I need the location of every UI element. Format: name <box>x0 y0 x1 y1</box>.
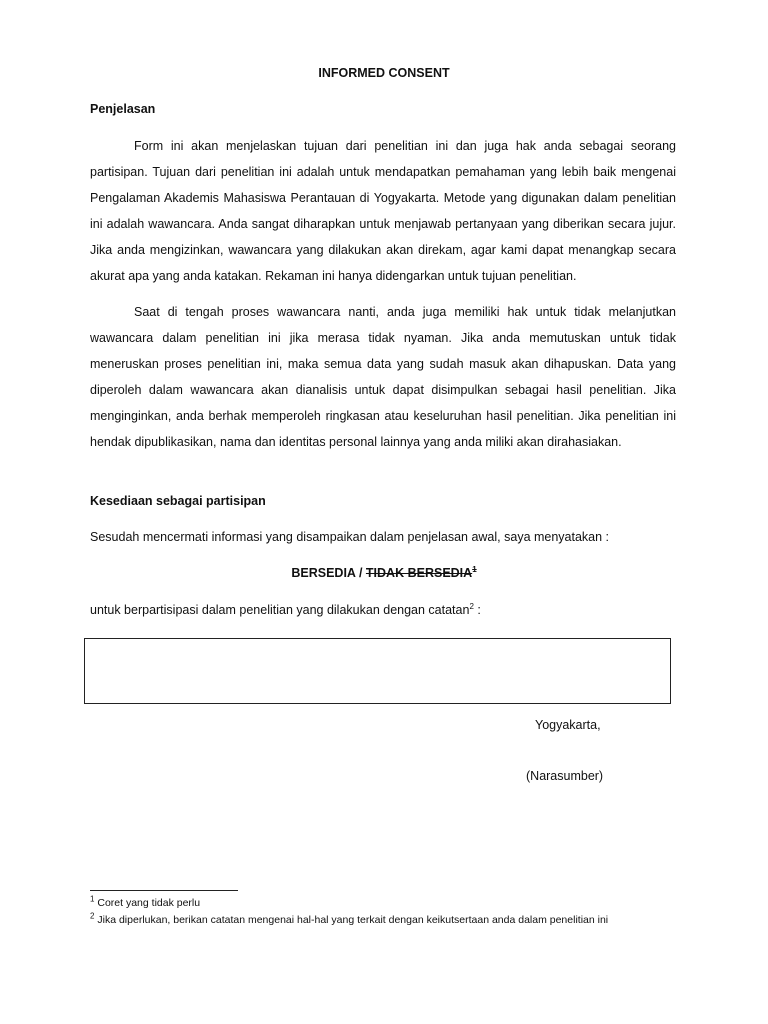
consent-choice <box>0 566 768 580</box>
participation-suffix: : <box>473 603 481 617</box>
footnote-ref-2: 2 <box>469 601 474 611</box>
choice-tidak-bersedia[interactable]: TIDAK BERSEDIA <box>365 566 473 580</box>
explanation-paragraph-1: Form ini akan menjelaskan tujuan dari penelitian ini dan juga hak anda sebagai seorang partisipan. Tujuan dari penelitian ini adalah untuk mendapatkan pemahaman yang lebih baik mengenai Pengalaman Akademis Mahasiswa Perantauan di Yogyakarta. Metode yang digunakan dalam penelitian ini adalah wawancara. Anda sangat diharapkan untuk menjawab pertanyaan yang diberikan secara jujur. Jika anda mengizinkan, wawancara yang dilakukan akan direkam, agar kami dapat menangkap secara akurat apa yang anda katakan. Rekaman ini hanya didengarkan untuk tujuan penelitian. <box>90 139 676 283</box>
notes-box[interactable] <box>84 638 671 704</box>
section-heading-kesediaan: Kesediaan sebagai partisipan <box>90 494 266 508</box>
signature-name: (Narasumber) <box>526 769 604 783</box>
footnote-2-number: 2 <box>90 911 95 921</box>
explanation-paragraph-2: Saat di tengah proses wawancara nanti, anda juga memiliki hak untuk tidak melanjutkan wawancara dalam penelitian ini jika merasa tidak nyaman. Jika anda memutuskan untuk tidak meneruskan proses penelitian ini, maka semua data yang sudah masuk akan dihapuskan. Data yang diperoleh dalam wawancara akan dianalisis untuk dapat disimpulkan sebagai hasil penelitian. Jika menginginkan, anda berhak memperoleh ringkasan atau keseluruhan hasil penelitian. Jika penelitian ini hendak dipublikasikan, nama dan identitas personal lainnya yang anda miliki akan dirahasiakan. <box>90 305 676 449</box>
consent-statement: Sesudah mencermati informasi yang disampaikan dalam penjelasan awal, saya menyatakan : <box>90 530 610 544</box>
choice-bersedia[interactable]: BERSEDIA / <box>291 566 366 580</box>
footnote-ref-1: 1 <box>472 564 477 574</box>
footnote-2 <box>90 911 609 926</box>
participation-line <box>90 603 481 617</box>
footnote-2-text: Jika diperlukan, berikan catatan mengenai hal-hal yang terkait dengan keikutsertaan anda dalam penelitian ini <box>97 914 609 926</box>
footnote-1 <box>90 894 201 909</box>
footnote-1-number: 1 <box>90 894 95 904</box>
signature-city: Yogyakarta, <box>535 718 601 732</box>
footnote-1-text: Coret yang tidak perlu <box>97 897 201 909</box>
document-title: INFORMED CONSENT <box>318 66 450 80</box>
section-heading-penjelasan: Penjelasan <box>90 102 156 116</box>
footnote-divider <box>90 890 238 891</box>
participation-text: untuk berpartisipasi dalam penelitian yang dilakukan dengan catatan <box>90 603 470 617</box>
